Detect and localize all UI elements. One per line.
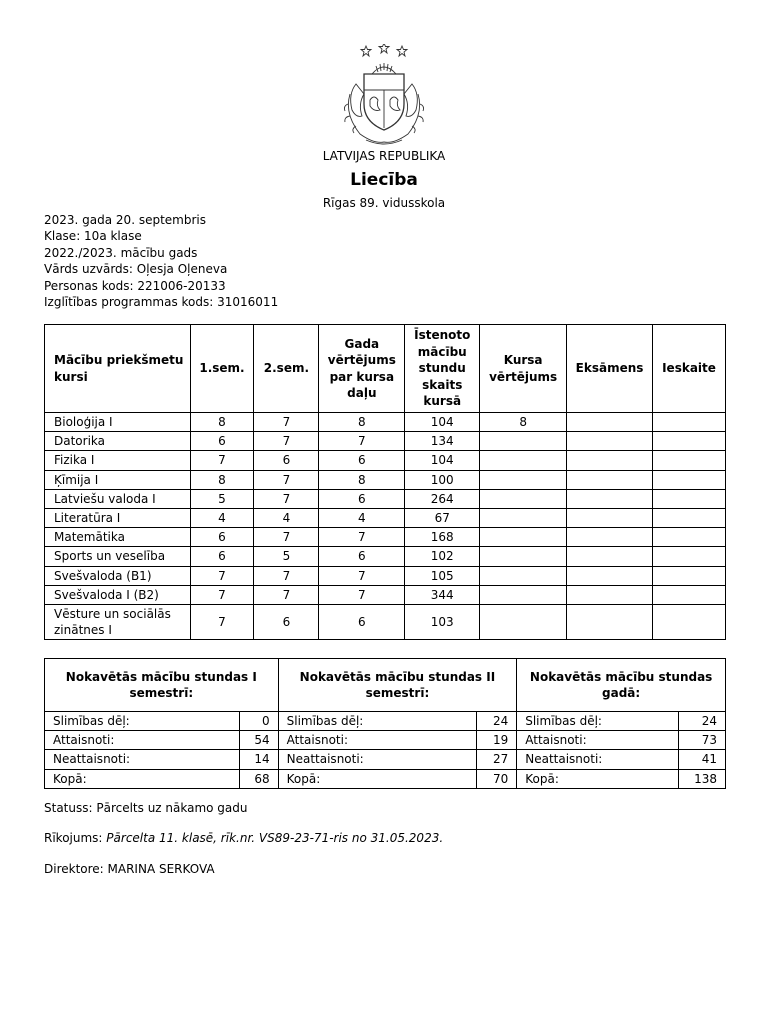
absence-label-cell: Neattaisnoti:	[278, 750, 477, 769]
grade-cell	[653, 528, 726, 547]
order-text: Pārcelta 11. klasē, rīk.nr. VS89-23-71-ris no 31.05.2023.	[106, 831, 444, 845]
grades-row	[45, 528, 726, 547]
grade-cell	[480, 489, 567, 508]
column-header-hours: Īstenoto mācību stundu skaits kursā	[405, 325, 480, 413]
subject-cell: Fizika I	[45, 451, 191, 470]
grade-cell: 7	[190, 566, 254, 585]
absences-row	[45, 731, 726, 750]
grade-cell: 6	[319, 547, 405, 566]
grade-cell: 104	[405, 451, 480, 470]
absences-header-sem2: Nokavētās mācību stundas II semestrī:	[278, 659, 517, 712]
absence-label-cell: Neattaisnoti:	[517, 750, 679, 769]
grade-cell: 6	[254, 451, 319, 470]
column-header-course-grade: Kursa vērtējums	[480, 325, 567, 413]
grade-cell	[653, 470, 726, 489]
order-label: Rīkojums:	[44, 831, 103, 845]
grade-cell: 8	[319, 413, 405, 432]
column-header-exam: Eksāmens	[567, 325, 653, 413]
grade-cell	[653, 585, 726, 604]
grade-cell: 5	[190, 489, 254, 508]
grade-cell: 4	[254, 508, 319, 527]
grade-cell	[480, 451, 567, 470]
grade-cell: 7	[190, 585, 254, 604]
grade-cell: 7	[254, 432, 319, 451]
absence-count-cell: 24	[477, 712, 517, 731]
grade-cell: 7	[254, 528, 319, 547]
grade-cell	[567, 508, 653, 527]
absences-row	[45, 712, 726, 731]
grades-header-row	[45, 325, 726, 413]
school-name: Rīgas 89. vidusskola	[322, 196, 446, 210]
grade-cell: 67	[405, 508, 480, 527]
grade-cell: 7	[254, 413, 319, 432]
grade-cell	[567, 432, 653, 451]
absence-label-cell: Slimības dēļ:	[278, 712, 477, 731]
grade-cell	[480, 528, 567, 547]
grade-cell	[480, 547, 567, 566]
grade-cell	[653, 566, 726, 585]
grades-row	[45, 432, 726, 451]
grade-cell	[653, 508, 726, 527]
absences-header-year: Nokavētās mācību stundas gadā:	[517, 659, 726, 712]
school-year-line: 2022./2023. mācību gads	[44, 245, 198, 260]
absences-table	[44, 658, 726, 789]
grade-cell	[567, 489, 653, 508]
absence-count-cell: 41	[679, 750, 726, 769]
column-header-subject: Mācību priekšmetu kursi	[45, 325, 191, 413]
grade-cell	[653, 547, 726, 566]
grade-cell: 102	[405, 547, 480, 566]
grades-row	[45, 585, 726, 604]
absence-label-cell: Slimības dēļ:	[517, 712, 679, 731]
order-line	[44, 831, 443, 845]
grade-cell	[567, 413, 653, 432]
grade-cell	[480, 566, 567, 585]
country-name: LATVIJAS REPUBLIKA	[322, 149, 446, 163]
grades-row	[45, 451, 726, 470]
grades-table	[44, 324, 726, 640]
absence-label-cell: Attaisnoti:	[45, 731, 240, 750]
grade-cell: 104	[405, 413, 480, 432]
grade-cell: 6	[319, 489, 405, 508]
grade-cell: 6	[319, 604, 405, 639]
absence-label-cell: Slimības dēļ:	[45, 712, 240, 731]
absence-count-cell: 14	[239, 750, 278, 769]
absence-count-cell: 68	[239, 769, 278, 788]
status-line: Statuss: Pārcelts uz nākamo gadu	[44, 801, 248, 815]
grade-cell	[480, 470, 567, 489]
grades-row	[45, 604, 726, 639]
absences-header-sem1: Nokavētās mācību stundas I semestrī:	[45, 659, 279, 712]
grades-row	[45, 489, 726, 508]
grade-cell: 8	[480, 413, 567, 432]
absence-count-cell: 70	[477, 769, 517, 788]
grade-cell: 7	[190, 451, 254, 470]
grade-cell: 8	[319, 470, 405, 489]
grade-cell: 100	[405, 470, 480, 489]
grade-cell: 7	[319, 528, 405, 547]
grade-cell	[567, 451, 653, 470]
grade-cell	[653, 451, 726, 470]
grade-cell: 8	[190, 470, 254, 489]
program-code-line: Izglītības programmas kods: 31016011	[44, 295, 279, 310]
grade-cell: 4	[319, 508, 405, 527]
absence-label-cell: Kopā:	[517, 769, 679, 788]
document-title: Liecība	[350, 170, 418, 190]
column-header-annual-grade: Gada vērtējums par kursa daļu	[319, 325, 405, 413]
grades-row	[45, 547, 726, 566]
subject-cell: Svešvaloda I (B2)	[45, 585, 191, 604]
absence-count-cell: 0	[239, 712, 278, 731]
grade-cell: 6	[190, 547, 254, 566]
grade-cell: 134	[405, 432, 480, 451]
subject-cell: Matemātika	[45, 528, 191, 547]
grade-cell: 264	[405, 489, 480, 508]
grade-cell	[653, 489, 726, 508]
subject-cell: Latviešu valoda I	[45, 489, 191, 508]
coat-of-arms-emblem	[326, 44, 442, 148]
absence-label-cell: Kopā:	[45, 769, 240, 788]
grade-cell: 5	[254, 547, 319, 566]
absence-label-cell: Neattaisnoti:	[45, 750, 240, 769]
grade-cell	[480, 508, 567, 527]
grade-cell: 7	[254, 470, 319, 489]
director-line: Direktore: MARINA SERKOVA	[44, 862, 215, 876]
grade-cell	[567, 604, 653, 639]
absence-label-cell: Attaisnoti:	[517, 731, 679, 750]
grade-cell	[567, 470, 653, 489]
absence-count-cell: 24	[679, 712, 726, 731]
grade-cell: 6	[254, 604, 319, 639]
subject-cell: Literatūra I	[45, 508, 191, 527]
grade-cell: 7	[190, 604, 254, 639]
grade-cell	[480, 604, 567, 639]
subject-cell: Sports un veselība	[45, 547, 191, 566]
issue-date: 2023. gada 20. septembris	[44, 213, 206, 227]
grade-cell: 105	[405, 566, 480, 585]
grades-row	[45, 413, 726, 432]
grade-cell: 7	[254, 585, 319, 604]
grade-cell: 4	[190, 508, 254, 527]
student-name-line: Vārds uzvārds: Oļesja Oļeneva	[44, 262, 228, 277]
personal-code-line: Personas kods: 221006-20133	[44, 278, 226, 293]
column-header-sem2: 2.sem.	[254, 325, 319, 413]
subject-cell: Vēsture un sociālās zinātnes I	[45, 604, 191, 639]
grade-cell: 6	[190, 528, 254, 547]
grade-cell: 6	[319, 451, 405, 470]
absence-label-cell: Attaisnoti:	[278, 731, 477, 750]
subject-cell: Datorika	[45, 432, 191, 451]
grade-cell: 168	[405, 528, 480, 547]
grade-cell: 7	[254, 566, 319, 585]
grade-cell: 7	[254, 489, 319, 508]
grade-cell: 6	[190, 432, 254, 451]
absence-count-cell: 19	[477, 731, 517, 750]
class-line: Klase: 10a klase	[44, 229, 142, 244]
student-info	[44, 212, 278, 310]
grade-cell: 7	[319, 432, 405, 451]
subject-cell: Bioloģija I	[45, 413, 191, 432]
subject-cell: Svešvaloda (B1)	[45, 566, 191, 585]
grade-cell: 344	[405, 585, 480, 604]
absence-count-cell: 54	[239, 731, 278, 750]
grades-row	[45, 470, 726, 489]
grade-cell	[567, 528, 653, 547]
grade-cell	[653, 432, 726, 451]
grade-cell	[567, 547, 653, 566]
column-header-sem1: 1.sem.	[190, 325, 254, 413]
subject-cell: Ķīmija I	[45, 470, 191, 489]
grade-cell	[653, 604, 726, 639]
grade-cell	[567, 585, 653, 604]
absence-count-cell: 27	[477, 750, 517, 769]
absences-row	[45, 750, 726, 769]
grade-cell	[567, 566, 653, 585]
grade-cell: 7	[319, 566, 405, 585]
grade-cell	[480, 432, 567, 451]
absence-count-cell: 138	[679, 769, 726, 788]
grades-row	[45, 566, 726, 585]
grade-cell	[653, 413, 726, 432]
absence-label-cell: Kopā:	[278, 769, 477, 788]
grade-cell	[480, 585, 567, 604]
absence-count-cell: 73	[679, 731, 726, 750]
grade-cell: 7	[319, 585, 405, 604]
absences-header-row	[45, 659, 726, 712]
absences-row	[45, 769, 726, 788]
grades-row	[45, 508, 726, 527]
grade-cell: 8	[190, 413, 254, 432]
column-header-test: Ieskaite	[653, 325, 726, 413]
grade-cell: 103	[405, 604, 480, 639]
